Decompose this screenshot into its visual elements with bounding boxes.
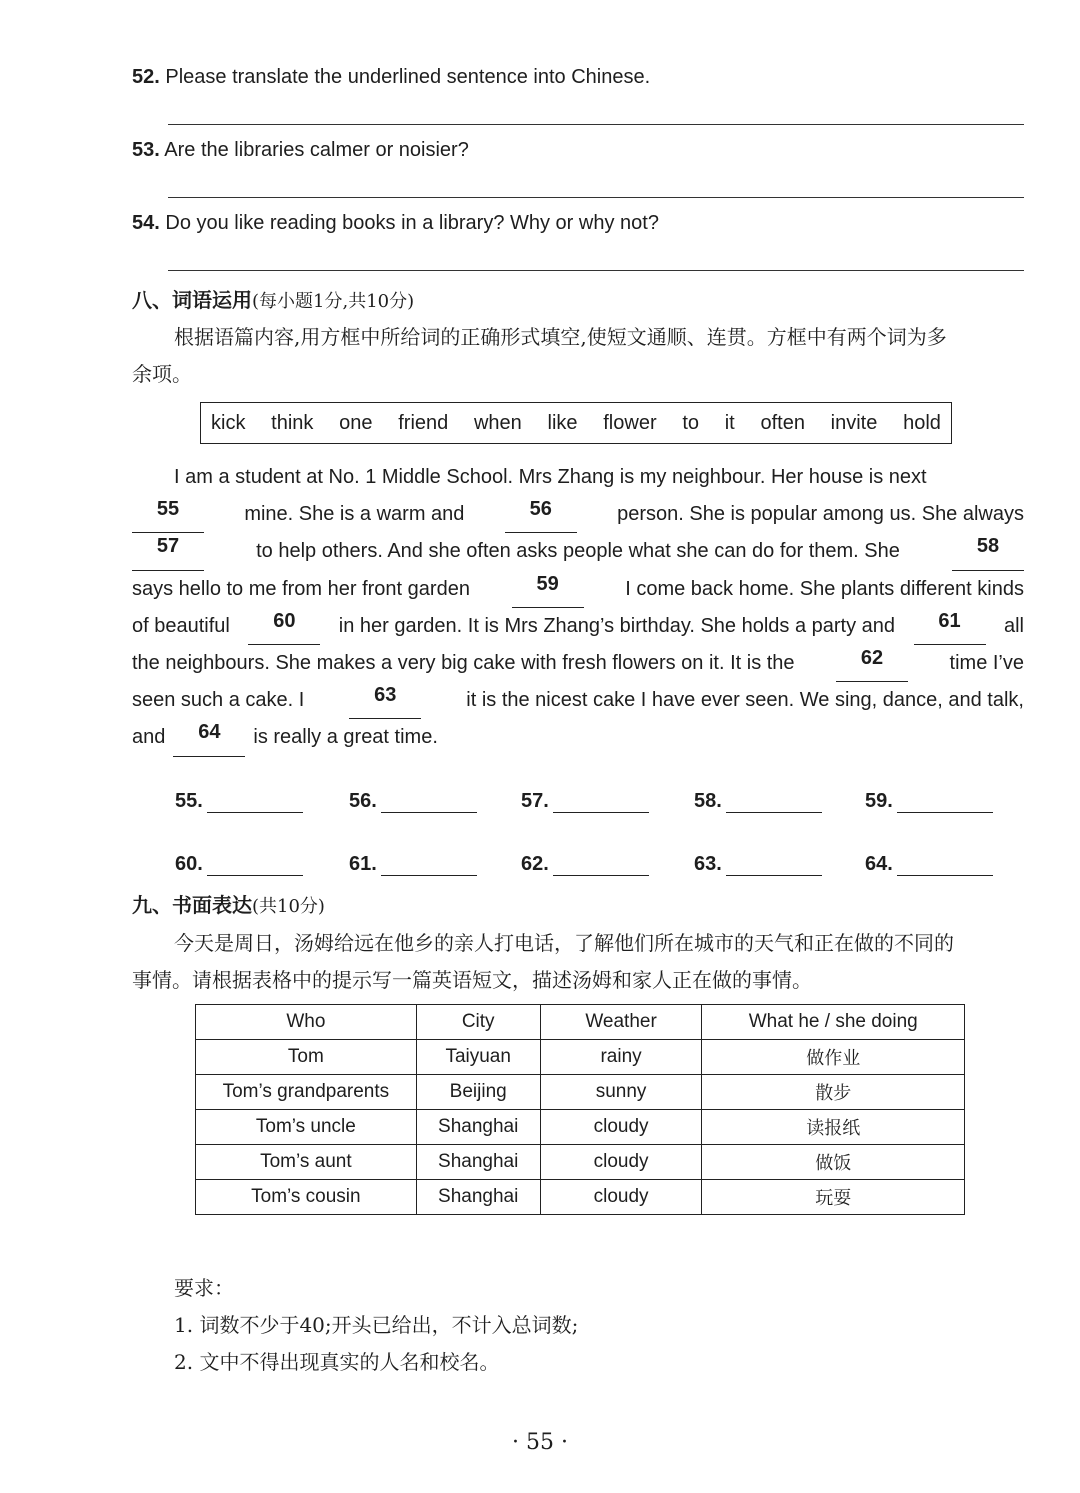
table-row xyxy=(196,1180,965,1215)
answer-number: 63. xyxy=(694,853,722,875)
answer-64 xyxy=(865,853,993,876)
answer-line[interactable] xyxy=(553,794,649,813)
question-number: 53. xyxy=(132,139,160,161)
table-header: Who xyxy=(196,1005,417,1040)
section8-instruction-line2: 余项。 xyxy=(132,362,192,386)
answer-number: 61. xyxy=(349,853,377,875)
table-cell: cloudy xyxy=(540,1180,702,1215)
table-cell: Taiyuan xyxy=(416,1040,540,1075)
passage-line xyxy=(132,496,1024,533)
word-bank-word: like xyxy=(547,411,578,434)
section9-instruction-line2: 事情。请根据表格中的提示写一篇英语短文，描述汤姆和家人正在做的事情。 xyxy=(132,968,812,992)
passage-text: is really a great time. xyxy=(253,726,438,749)
table-cell: 读报纸 xyxy=(702,1110,965,1145)
table-row xyxy=(196,1145,965,1180)
table-cell: Tom’s cousin xyxy=(196,1180,417,1215)
passage-text: I come back home. She plants different kinds xyxy=(625,577,1024,600)
section-score: (共10分) xyxy=(252,896,325,917)
answer-number: 60. xyxy=(175,853,203,875)
answer-line[interactable] xyxy=(726,794,822,813)
table-cell: Beijing xyxy=(416,1075,540,1110)
passage-text: in her garden. It is Mrs Zhang’s birthday. She holds a party and xyxy=(338,614,896,637)
section-title: 八、词语运用 xyxy=(132,288,252,312)
passage-text: all xyxy=(1003,614,1024,637)
requirement-item: 2. 文中不得出现真实的人名和校名。 xyxy=(174,1350,500,1374)
table-cell: 做饭 xyxy=(702,1145,965,1180)
answer-line[interactable] xyxy=(897,794,993,813)
answer-number: 64. xyxy=(865,853,893,875)
table-cell: 做作业 xyxy=(702,1040,965,1075)
info-table xyxy=(195,1004,965,1215)
word-bank-word: it xyxy=(724,411,735,434)
passage-line xyxy=(132,533,1024,570)
table-cell: Shanghai xyxy=(416,1110,540,1145)
passage-text: seen such a cake. I xyxy=(132,689,305,712)
question-52 xyxy=(132,66,650,89)
answer-line[interactable] xyxy=(381,794,477,813)
passage-line xyxy=(132,459,1024,496)
answer-55 xyxy=(175,790,303,813)
table-row xyxy=(196,1110,965,1145)
word-bank-word: one xyxy=(339,411,373,434)
word-bank-word: kick xyxy=(211,411,246,434)
answer-line-53[interactable] xyxy=(168,197,1024,198)
answer-line-52[interactable] xyxy=(168,124,1024,125)
word-bank-box xyxy=(200,402,952,444)
table-header: City xyxy=(416,1005,540,1040)
passage-text: time I’ve xyxy=(949,651,1024,674)
section9-instruction-line1: 今天是周日，汤姆给远在他乡的亲人打电话，了解他们所在城市的天气和正在做的不同的 xyxy=(174,931,954,955)
section-title: 九、书面表达 xyxy=(132,893,252,917)
answer-60 xyxy=(175,853,303,876)
question-54 xyxy=(132,212,659,235)
blank-64[interactable]: 64 xyxy=(173,719,245,756)
section9-heading xyxy=(132,889,325,918)
table-cell: Tom’s aunt xyxy=(196,1145,417,1180)
blank-57[interactable]: 57 xyxy=(132,533,204,570)
question-text: Do you like reading books in a library? Why or why not? xyxy=(165,212,659,234)
passage-line xyxy=(132,719,1024,756)
requirements-title: 要求： xyxy=(174,1276,234,1300)
word-bank-word: invite xyxy=(830,411,878,434)
question-text: Please translate the underlined sentence into Chinese. xyxy=(165,66,651,88)
table-cell: Tom’s grandparents xyxy=(196,1075,417,1110)
answer-line-54[interactable] xyxy=(168,270,1024,271)
table-cell: 玩耍 xyxy=(702,1180,965,1215)
word-bank-word: often xyxy=(760,411,805,434)
passage-text: says hello to me from her front garden xyxy=(132,577,470,600)
section8-heading xyxy=(132,284,414,313)
table-cell: sunny xyxy=(540,1075,702,1110)
table-cell: Tom’s uncle xyxy=(196,1110,417,1145)
table-header: Weather xyxy=(540,1005,702,1040)
answer-line[interactable] xyxy=(726,857,822,876)
passage-text: of beautiful xyxy=(132,614,230,637)
table-row xyxy=(196,1040,965,1075)
answer-56 xyxy=(349,790,477,813)
answer-line[interactable] xyxy=(207,857,303,876)
passage-text: it is the nicest cake I have ever seen. We sing, dance, and talk, xyxy=(466,689,1024,712)
table-cell: Shanghai xyxy=(416,1145,540,1180)
word-bank-word: flower xyxy=(603,411,657,434)
word-bank-word: think xyxy=(271,411,314,434)
table-cell: 散步 xyxy=(702,1075,965,1110)
answer-58 xyxy=(694,790,822,813)
passage-line xyxy=(132,645,1024,682)
question-text: Are the libraries calmer or noisier? xyxy=(164,139,469,161)
blank-62[interactable]: 62 xyxy=(836,645,908,682)
blank-59[interactable]: 59 xyxy=(512,571,584,608)
passage-text: I am a student at No. 1 Middle School. Mrs Zhang is my neighbour. Her house is next xyxy=(174,466,927,488)
answer-number: 55. xyxy=(175,790,203,812)
question-53 xyxy=(132,139,469,162)
question-number: 54. xyxy=(132,212,160,234)
word-bank-word: when xyxy=(473,411,522,434)
blank-55[interactable]: 55 xyxy=(132,496,204,533)
cloze-passage xyxy=(132,459,1024,757)
table-cell: rainy xyxy=(540,1040,702,1075)
blank-58[interactable]: 58 xyxy=(952,533,1024,570)
passage-text: person. She is popular among us. She always xyxy=(617,503,1024,526)
answer-number: 58. xyxy=(694,790,722,812)
blank-60[interactable]: 60 xyxy=(248,608,320,645)
requirement-item: 1. 词数不少于40;开头已给出，不计入总词数; xyxy=(174,1313,579,1337)
table-cell: Shanghai xyxy=(416,1180,540,1215)
word-bank-word: friend xyxy=(398,411,449,434)
passage-text: and xyxy=(132,726,166,749)
passage-line xyxy=(132,682,1024,719)
answer-57 xyxy=(521,790,649,813)
blank-61[interactable]: 61 xyxy=(914,608,986,645)
answer-62 xyxy=(521,853,649,876)
passage-line xyxy=(132,571,1024,608)
page-number: · 55 · xyxy=(512,1430,568,1455)
word-bank-word: hold xyxy=(903,411,941,434)
passage-line xyxy=(132,608,1024,645)
answer-line[interactable] xyxy=(553,857,649,876)
table-cell: cloudy xyxy=(540,1110,702,1145)
answer-line[interactable] xyxy=(897,857,993,876)
table-row xyxy=(196,1075,965,1110)
answer-number: 59. xyxy=(865,790,893,812)
answer-61 xyxy=(349,853,477,876)
table-cell: cloudy xyxy=(540,1145,702,1180)
table-header-row xyxy=(196,1005,965,1040)
answer-number: 57. xyxy=(521,790,549,812)
answer-59 xyxy=(865,790,993,813)
section8-instruction-line1: 根据语篇内容,用方框中所给词的正确形式填空,使短文通顺、连贯。方框中有两个词为多 xyxy=(174,325,947,349)
passage-text: to help others. And she often asks people what she can do for them. She xyxy=(256,540,900,563)
section-score: (每小题1分,共10分) xyxy=(252,291,415,312)
question-number: 52. xyxy=(132,66,160,88)
table-header: What he / she doing xyxy=(702,1005,965,1040)
answer-63 xyxy=(694,853,822,876)
answer-number: 62. xyxy=(521,853,549,875)
answer-number: 56. xyxy=(349,790,377,812)
word-bank-word: to xyxy=(682,411,700,434)
table-cell: Tom xyxy=(196,1040,417,1075)
blank-63[interactable]: 63 xyxy=(349,682,421,719)
answer-line[interactable] xyxy=(381,857,477,876)
blank-56[interactable]: 56 xyxy=(505,496,577,533)
passage-text: mine. She is a warm and xyxy=(244,503,465,526)
answer-line[interactable] xyxy=(207,794,303,813)
passage-text: the neighbours. She makes a very big cake with fresh flowers on it. It is the xyxy=(132,651,795,674)
